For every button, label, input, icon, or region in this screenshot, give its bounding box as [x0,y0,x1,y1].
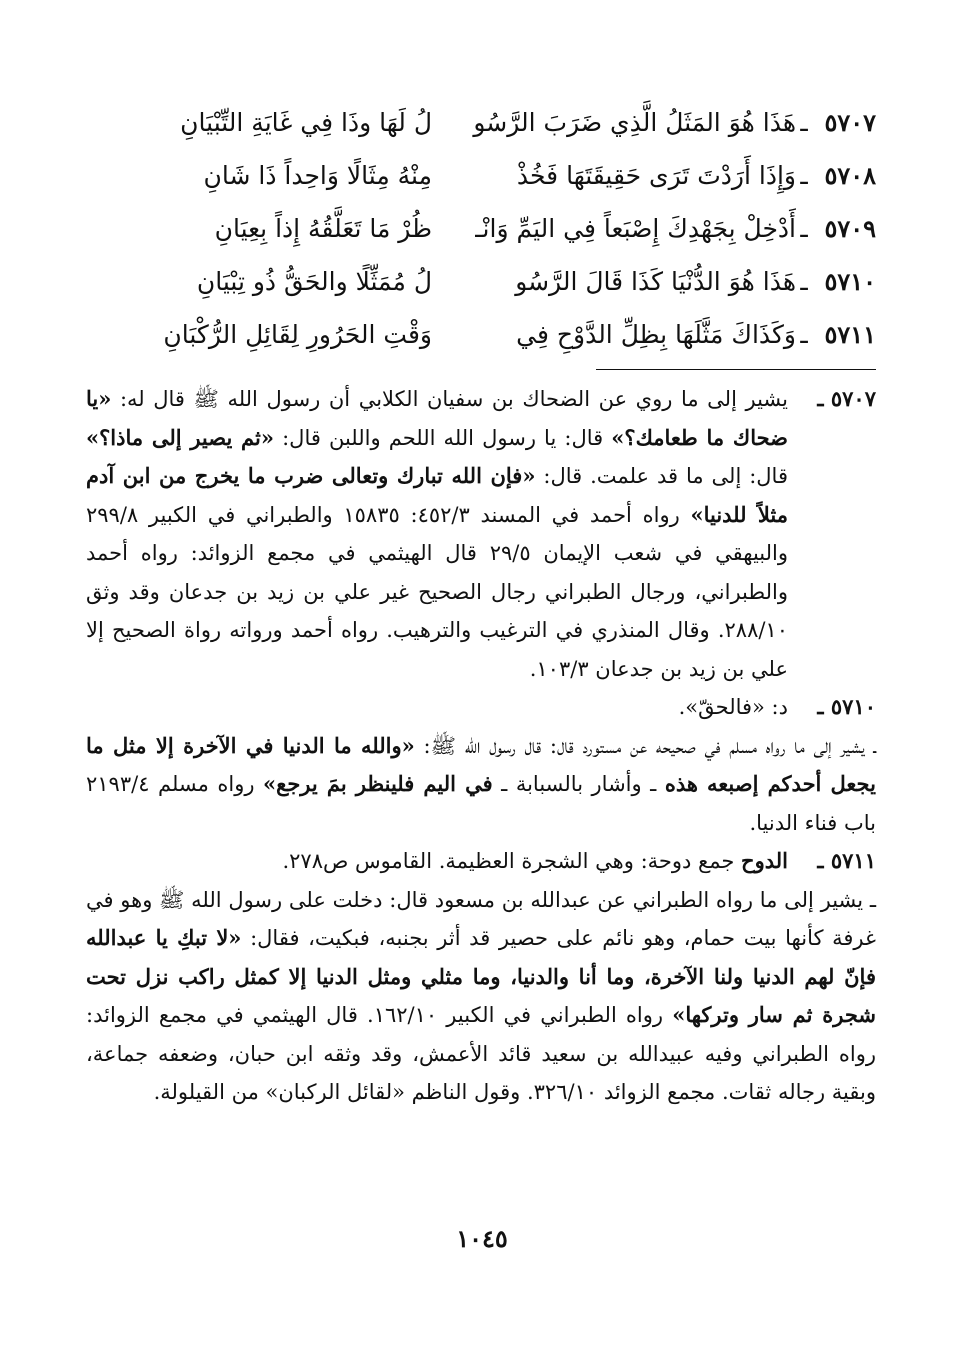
verse-first-hemistich: هَذَا هُوَ المَثَلُ الَّذِي ضَرَبَ الرَّسُو [473,108,796,137]
footnote-text: رواه الطبراني في الكبير ١٦٢/١٠. قال الهيثمي في مجمع الزوائد: رواه الطبراني وفيه عبيدالله بن سعيد قائد الأعمش، وقد وثقه ابن حبان، وضعفه جماعة، وبقية رجاله ثقات. مجمع الزوائد ٣٢٦/١٠. وقول الناظم «لقائل الركبان» من القيلولة. [86,1003,876,1104]
verse-5710 [86,255,876,308]
hadith-quote: «يا ضحاك ما طعامك؟» [86,386,788,450]
hadith-quote: في اليم فلينظر بمَ يرجع» [263,771,493,796]
verse-number: ٥٧٠٧ [824,108,876,137]
verse-dash: ـ [800,108,808,137]
verse-dash: ـ [800,214,808,243]
verse-dash: ـ [800,267,808,296]
verse-dash: ـ [800,161,808,190]
hadith-quote: «لا تبكِ يا عبدالله فإنّ لهم الدنيا ولنا الآخرة، وما أنا والدنيا، وما مثلي ومثل الدنيا إلا كمثل راكب نزل تحت شجرة ثم سار وتركها» [86,925,876,1027]
verse-dash: ـ [800,320,808,349]
footnote-5711-explanation [86,881,876,1112]
footnote-5710-explanation [86,727,876,843]
verse-5711 [86,308,876,361]
hadith-quote: «ثم يصير إلى ماذا؟» [86,424,274,450]
verse-5707 [86,96,876,149]
footnote-text: رواه مسلم ٢١٩٣/٤ باب فناء الدنيا. [86,772,876,835]
footnote-text: ـ يشير إلى ما رواه الطبراني عن عبدالله بن مسعود قال: دخلت على رسول الله ﷺ وهو في غرفة كأنها بيت حمام، وهو نائم على حصير قد أثر بجنبه، فبكيت، فقال: [86,887,876,950]
footnote-5710 [86,688,876,727]
verse-first-hemistich: أَدْخِلْ بِجَهْدِكَ إِصْبَعاً فِي اليَمِّ وَانْـ [475,214,796,243]
footnote-number: ٥٧٠٧ ـ [817,386,876,411]
footnote-number: ٥٧١١ ـ [817,848,876,873]
footnote-text: ـ وأشار بالسبابة ـ [501,772,657,796]
page-number: ١٠٤٥ [456,1224,508,1253]
footnote-number: ٥٧١٠ ـ [817,694,876,719]
verse-second-hemistich: مِنْهُ مِثَالًا وَاحِداً ذَا شَانِ [203,161,432,190]
footnote-body: د: «فالحقّ». [678,695,788,719]
footnote-text: رواه أحمد في المسند ٤٥٢/٣: ١٥٨٣٥ والطبراني في الكبير ٢٩٩/٨ والبيهقي في شعب الإيمان ٢٩/٥ قال الهيثمي في مجمع الزوائد: رواه أحمد والطبراني، ورجال الطبراني رجال الصحيح غير علي بن زيد بن جدعان وقد وثق ٢٨٨/١٠. وقال المنذري في الترغيب والترهيب. رواه أحمد ورواته رواة الصحيح إلا علي بن زيد بن جدعان ١٠٣/٣. [86,502,788,681]
footnote-body [86,380,788,688]
footnotes [86,380,876,1112]
footnote-5711 [86,842,876,881]
verse-first-hemistich: هَذَا هُوَ الدُّنْيَا كَذَا قَالَ الرَّسُو [515,267,796,296]
verse-number: ٥٧٠٨ [824,161,876,190]
footnote-text: جمع دوحة: وهي الشجرة العظيمة. القاموس ص٢٧٨. [282,849,735,873]
footnote-divider [596,369,876,370]
verse-second-hemistich: لُ لَهَا وذَا فِي غَايَةِ التِّبْيَانِ [180,108,432,137]
footnote-text: يشير إلى ما روي عن الضحاك بن سفيان الكلابي أن رسول الله ﷺ قال له: [119,387,788,411]
footnote-text: قال: إلى ما قد علمت. قال: [543,464,788,488]
hadith-quote: «فإن الله تبارك وتعالى ضرب ما يخرج من ابن آدم مثلاً للدنيا» [86,463,788,527]
verse-first-hemistich: وَكَذَاكَ مَثَّلَهَا بِظِلِّ الدَّوْحِ فِي [516,320,796,349]
verse-number: ٥٧١١ [824,320,876,349]
verse-second-hemistich: وَقْتِ الحَرُورِ لِقَائِلِ الرُّكْبَانِ [163,320,432,349]
defined-word: الدوح [741,848,788,873]
footnote-text: قال: يا رسول الله اللحم واللبن قال: [282,425,604,450]
verse-number: ٥٧٠٩ [824,214,876,243]
verse-5708 [86,149,876,202]
footnote-body [86,842,788,881]
footnote-text: ـ يشير إلى ما رواه مسلم في صحيحه عن مستورد قال: قال رسول الله ﷺ: [423,733,876,758]
verse-second-hemistich: ظُرْ مَا تَعَلَّقُهُ إِذاً بِعِيَانِ [214,214,432,243]
footnote-5707 [86,380,876,688]
verse-number: ٥٧١٠ [824,267,876,296]
verse-second-hemistich: لُ مُمَثِّلًا والحَقُّ ذُو تِبْيَانِ [196,267,432,296]
verse-5709 [86,202,876,255]
verse-first-hemistich: وَإِذَا أَرَدْتَ تَرَى حَقِيقَتَهَا فَخُذْ [516,161,796,190]
hadith-quote: «والله ما الدنيا في الآخرة إلا مثل ما يجعل أحدكم إصبعه هذه [86,732,876,796]
poem-block [86,96,876,361]
